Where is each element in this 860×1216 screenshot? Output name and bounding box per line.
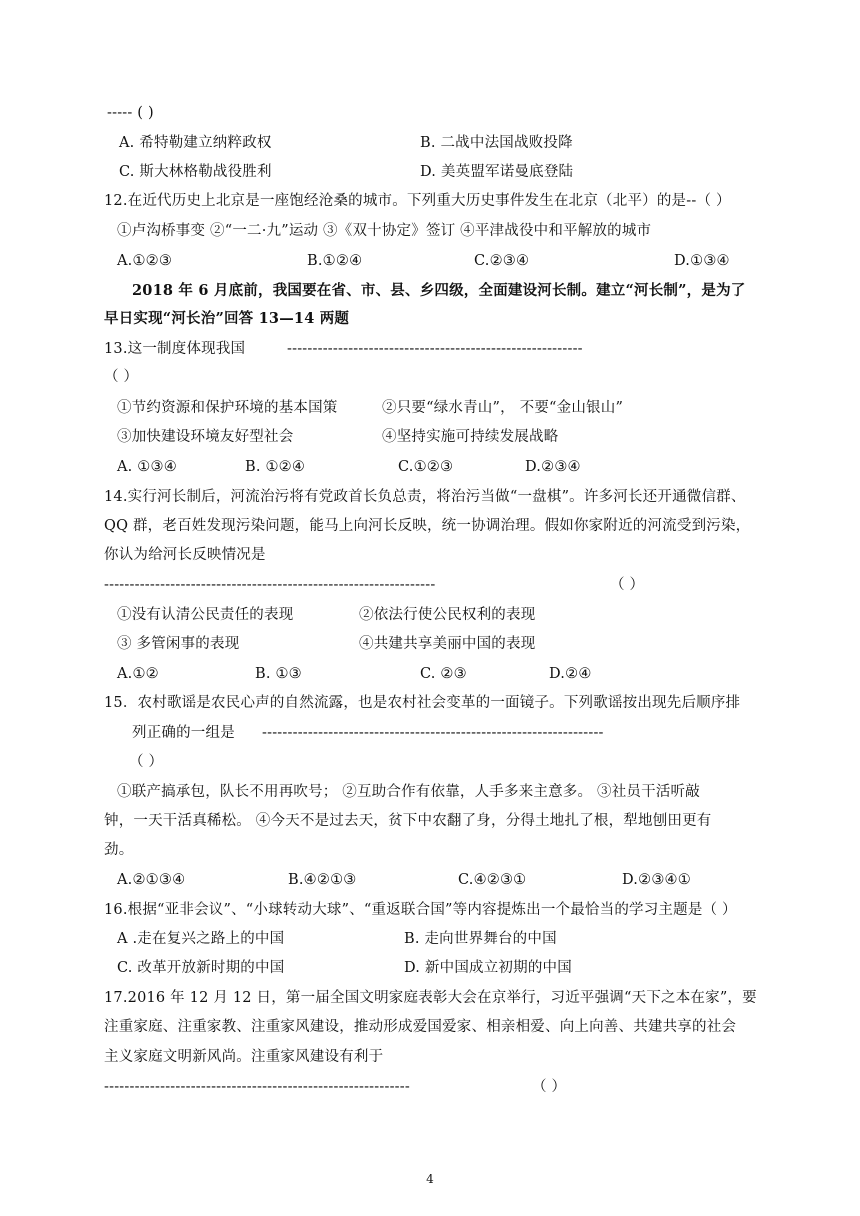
q12-option-d: D.①③④	[674, 253, 730, 269]
q16-stem: 16.根据“亚非会议”、“小球转动大球”、“重返联合国”等内容提炼出一个最恰当的学习主题是（ ）	[104, 902, 737, 918]
q11-option-d: D. 美英盟军诺曼底登陆	[420, 164, 574, 180]
q16-option-a: A .走在复兴之路上的中国	[117, 931, 285, 947]
q11-option-b: B. 二战中法国战败投降	[420, 135, 573, 151]
q15-option-a: A.②①③④	[117, 872, 186, 888]
q17-answer-bracket: （ ）	[532, 1079, 567, 1095]
q15-stem-line2: 列正确的一组是	[132, 725, 235, 741]
q14-stem-line2: QQ 群，老百姓发现污染问题，能马上向河长反映，统一协调治理。假如你家附近的河流受到污染，	[104, 518, 751, 534]
q14-option-c: C. ②③	[420, 666, 467, 682]
q15-option-d: D.②③④①	[622, 872, 691, 888]
q13-item-1: ①节约资源和保护环境的基本国策	[117, 400, 338, 416]
q15-items-line2: 钟，一天干活真稀松。 ④今天不是过去天，贫下中农翻了身，分得土地扎了根，犁地刨田更有	[104, 813, 712, 829]
q11-option-a: A. 希特勒建立纳粹政权	[119, 135, 272, 151]
q14-option-d: D.②④	[549, 666, 592, 682]
q15-stem-line1: 15．农村歌谣是农民心声的自然流露，也是农村社会变革的一面镜子。下列歌谣按出现先后顺序排	[104, 695, 741, 711]
q14-item-1: ①没有认清公民责任的表现	[117, 607, 294, 623]
q14-answer-bracket: （ ）	[610, 577, 645, 593]
q12-option-c: C.②③④	[474, 253, 530, 269]
q15-items-line1: ①联产搞承包，队长不用再吹号； ②互助合作有依靠，人手多来主意多。 ③社员干活听敲	[117, 784, 700, 800]
q13-item-2: ②只要“绿水青山”， 不要“金山银山”	[382, 400, 624, 416]
q14-option-b: B. ①③	[255, 666, 302, 682]
page-number: 4	[426, 1172, 434, 1186]
q15-dashes: -------------------------------------------------------------------	[262, 725, 604, 741]
q13-option-b: B. ①②④	[245, 459, 306, 475]
section-intro-line2: 早日实现“河长治”回答 13—14 两题	[104, 310, 350, 327]
q15-items-line3: 劲。	[104, 842, 134, 858]
q13-stem: 13.这一制度体现我国	[104, 341, 246, 357]
q14-item-3: ③ 多管闲事的表现	[117, 636, 240, 652]
q13-option-a: A. ①③④	[117, 459, 177, 475]
q11-option-c: C. 斯大林格勒战役胜利	[119, 164, 272, 180]
q14-dashes: -----------------------------------------------------------------	[104, 577, 436, 593]
q16-option-b: B. 走向世界舞台的中国	[404, 931, 557, 947]
q14-item-4: ④共建共享美丽中国的表现	[359, 636, 536, 652]
q13-option-d: D.②③④	[525, 459, 581, 475]
q17-stem-line1: 17.2016 年 12 月 12 日，第一届全国文明家庭表彰大会在京举行，习近平强调“天下之本在家”，要	[104, 990, 757, 1006]
q15-option-c: C.④②③①	[458, 872, 527, 888]
q16-option-c: C. 改革开放新时期的中国	[117, 960, 285, 976]
q17-stem-line3: 主义家庭文明新风尚。注重家风建设有利于	[104, 1049, 384, 1065]
q14-option-a: A.①②	[117, 666, 159, 682]
section-intro-line1: 2018 年 6 月底前，我国要在省、市、县、乡四级，全面建设河长制。建立“河长制”，是为了	[132, 282, 746, 299]
q13-option-c: C.①②③	[398, 459, 454, 475]
q13-dashes: ----------------------------------------------------------	[287, 341, 583, 357]
q14-stem-line1: 14.实行河长制后，河流治污将有党政首长负总责，将治污当做“一盘棋”。许多河长还开通微信群、	[104, 489, 746, 505]
q12-option-a: A.①②③	[117, 253, 173, 269]
q12-items: ①卢沟桥事变 ②“一二·九”运动 ③《双十协定》签订 ④平津战役中和平解放的城市	[117, 223, 652, 239]
q14-item-2: ②依法行使公民权利的表现	[359, 607, 536, 623]
q16-option-d: D. 新中国成立初期的中国	[404, 960, 572, 976]
q13-answer-bracket: （ ）	[104, 369, 139, 385]
q17-stem-line2: 注重家庭、注重家教、注重家风建设，推动形成爱国爱家、相亲相爱、向上向善、共建共享的社会	[104, 1019, 737, 1035]
q11-dashes: ----- ( )	[107, 105, 154, 121]
q12-option-b: B.①②④	[307, 253, 363, 269]
q15-answer-bracket: （ ）	[129, 754, 164, 770]
q14-stem-line3: 你认为给河长反映情况是	[104, 547, 266, 563]
q12-stem: 12.在近代历史上北京是一座饱经沧桑的城市。下列重大历史事件发生在北京（北平）的是--（ ）	[104, 193, 731, 209]
q13-item-4: ④坚持实施可持续发展战略	[382, 429, 559, 445]
q13-item-3: ③加快建设环境友好型社会	[117, 429, 294, 445]
q15-option-b: B.④②①③	[288, 872, 357, 888]
q17-dashes: ------------------------------------------------------------	[104, 1079, 410, 1095]
